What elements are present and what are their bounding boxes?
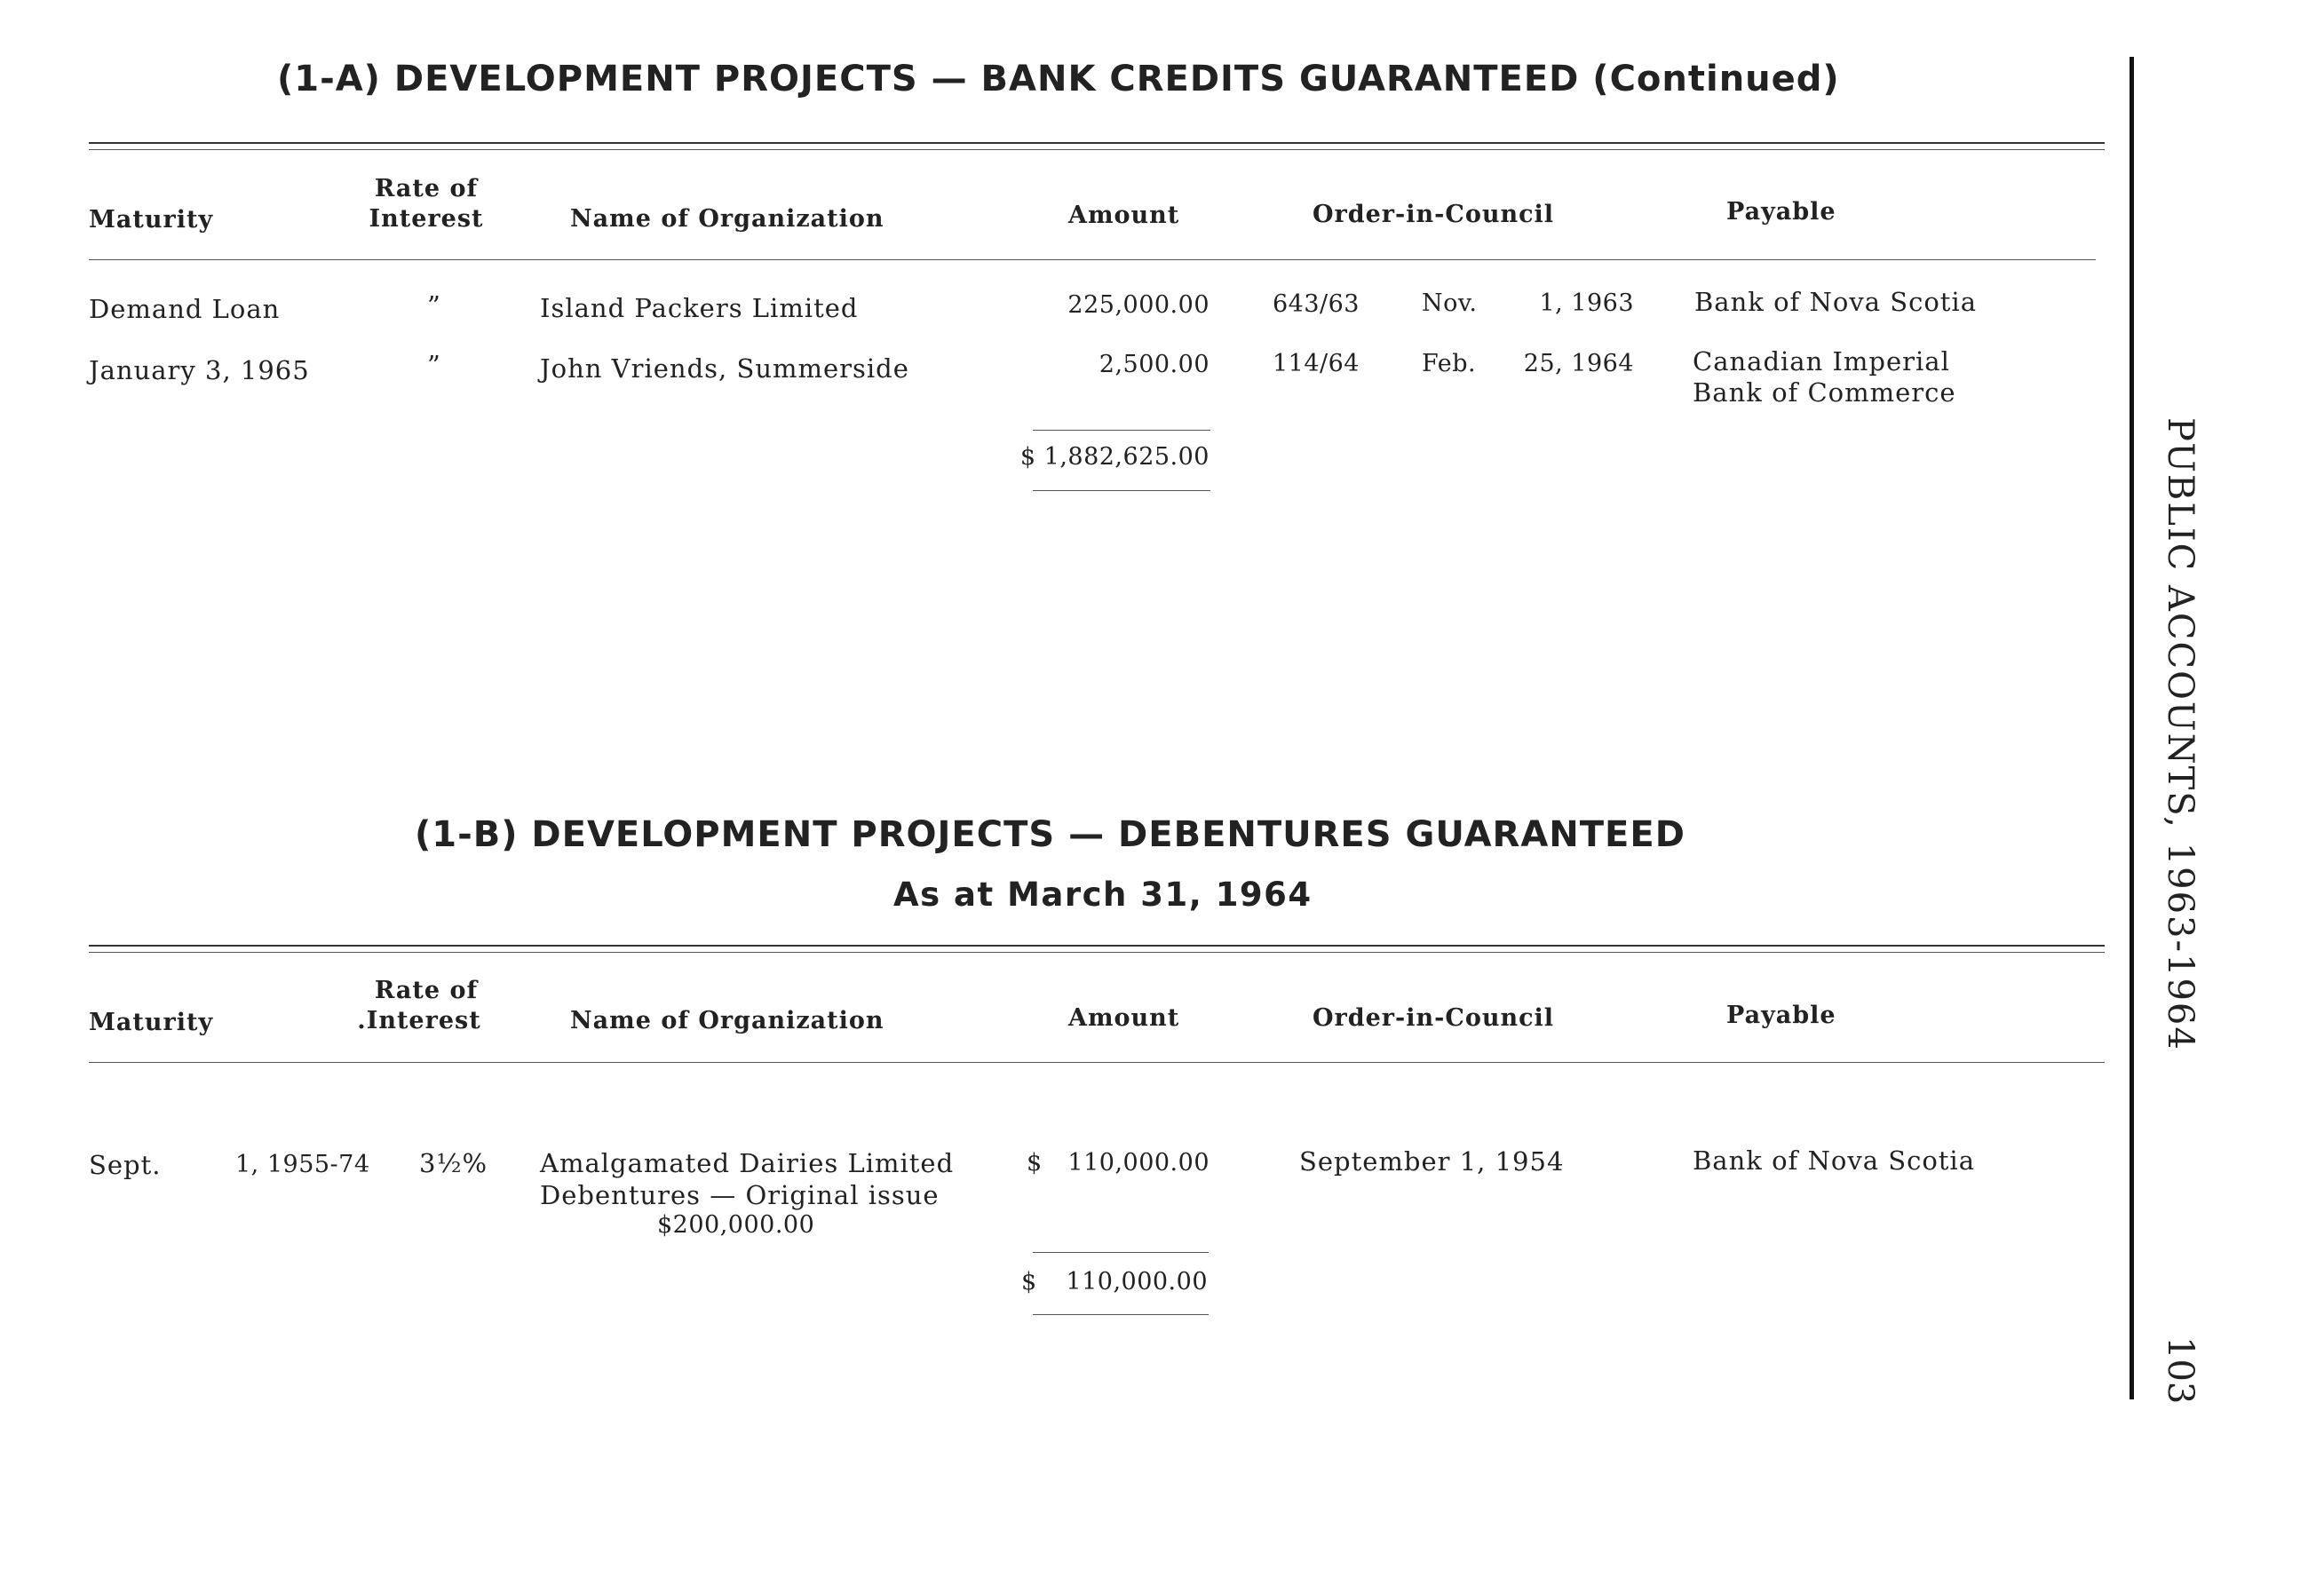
section-b-total-symbol: $ — [1021, 1268, 1037, 1296]
table-a-row1-order-no: 643/63 — [1273, 290, 1360, 318]
table-a-row1-order-month: Nov. — [1422, 289, 1478, 317]
table-b-row1-amount: 110,000.00 — [1067, 1149, 1210, 1177]
running-title: PUBLIC ACCOUNTS, 1963-1964 — [2160, 417, 2201, 1051]
header-name: Name of Organization — [570, 205, 884, 233]
header-b-amount: Amount — [1068, 1004, 1180, 1032]
section-b-total-rule-bottom — [1033, 1314, 1209, 1315]
section-b-subtitle: As at March 31, 1964 — [893, 876, 1313, 914]
table-a-row1-maturity: Demand Loan — [89, 294, 281, 324]
table-b-row1-name-line3: $200,000.00 — [657, 1211, 815, 1239]
table-a-row2-maturity: January 3, 1965 — [89, 355, 310, 385]
table-a-row2-order-month: Feb. — [1422, 350, 1477, 377]
section-b-header-rule — [89, 1062, 2105, 1063]
header-rate-line2: Interest — [369, 205, 484, 233]
table-b-row1-rate: 3½% — [419, 1148, 488, 1178]
table-a-row2-amount: 2,500.00 — [1099, 351, 1210, 378]
section-a-header-rule — [89, 259, 2096, 260]
table-a-row1-amount: 225,000.00 — [1067, 291, 1210, 319]
table-b-row1-name-line2: Debentures — Original issue — [540, 1180, 940, 1210]
table-b-row1-maturity-period: 1, 1955-74 — [235, 1151, 370, 1178]
section-a-total-rule-top — [1033, 430, 1210, 431]
table-b-row1-payable: Bank of Nova Scotia — [1693, 1145, 1975, 1176]
header-b-name: Name of Organization — [570, 1007, 884, 1034]
sidebar-vertical-rule — [2130, 57, 2134, 1399]
page-number: 103 — [2160, 1336, 2201, 1405]
section-a-top-rule-1 — [89, 142, 2105, 144]
header-b-maturity: Maturity — [89, 1009, 214, 1036]
section-a-total: $ 1,882,625.00 — [1019, 443, 1210, 471]
header-b-payable: Payable — [1726, 1002, 1836, 1029]
table-a-row2-payable-line1: Canadian Imperial — [1693, 346, 1950, 376]
table-a-row2-name: John Vriends, Summerside — [540, 353, 909, 384]
table-a-row2-order-day: 25, 1964 — [1523, 350, 1634, 377]
header-rate-line1: Rate of — [374, 175, 479, 202]
table-a-row2-order-no: 114/64 — [1273, 350, 1360, 377]
table-a-row1-rate: ” — [427, 290, 441, 321]
section-b-total: 110,000.00 — [1066, 1268, 1208, 1296]
header-b-rate-line2: .Interest — [357, 1007, 481, 1034]
section-a-top-rule-2 — [89, 149, 2105, 150]
section-a-total-rule-bottom — [1033, 490, 1210, 491]
section-b-title: (1-B) DEVELOPMENT PROJECTS — DEBENTURES GUARANTEED — [415, 814, 1685, 855]
section-b-top-rule-1 — [89, 945, 2105, 947]
table-a-row1-name: Island Packers Limited — [540, 293, 859, 323]
table-b-row1-maturity-month: Sept. — [89, 1150, 162, 1180]
section-b-top-rule-2 — [89, 952, 2105, 953]
header-maturity: Maturity — [89, 206, 214, 234]
header-payable: Payable — [1726, 198, 1836, 226]
header-b-rate-line1: Rate of — [374, 977, 479, 1004]
table-a-row2-payable-line2: Bank of Commerce — [1693, 377, 1956, 408]
section-a-title: (1-A) DEVELOPMENT PROJECTS — BANK CREDITS GUARANTEED (Continued) — [277, 59, 1840, 99]
header-order: Order-in-Council — [1313, 201, 1555, 228]
table-b-row1-name-line1: Amalgamated Dairies Limited — [540, 1148, 955, 1178]
header-amount: Amount — [1068, 202, 1180, 229]
table-a-row1-payable: Bank of Nova Scotia — [1694, 287, 1977, 317]
section-b-total-rule-top — [1033, 1252, 1209, 1253]
table-b-row1-order: September 1, 1954 — [1299, 1146, 1565, 1177]
table-a-row2-rate: ” — [427, 350, 441, 380]
header-b-order: Order-in-Council — [1313, 1004, 1555, 1032]
table-a-row1-order-day: 1, 1963 — [1539, 289, 1634, 317]
table-b-row1-amount-symbol: $ — [1027, 1149, 1043, 1177]
